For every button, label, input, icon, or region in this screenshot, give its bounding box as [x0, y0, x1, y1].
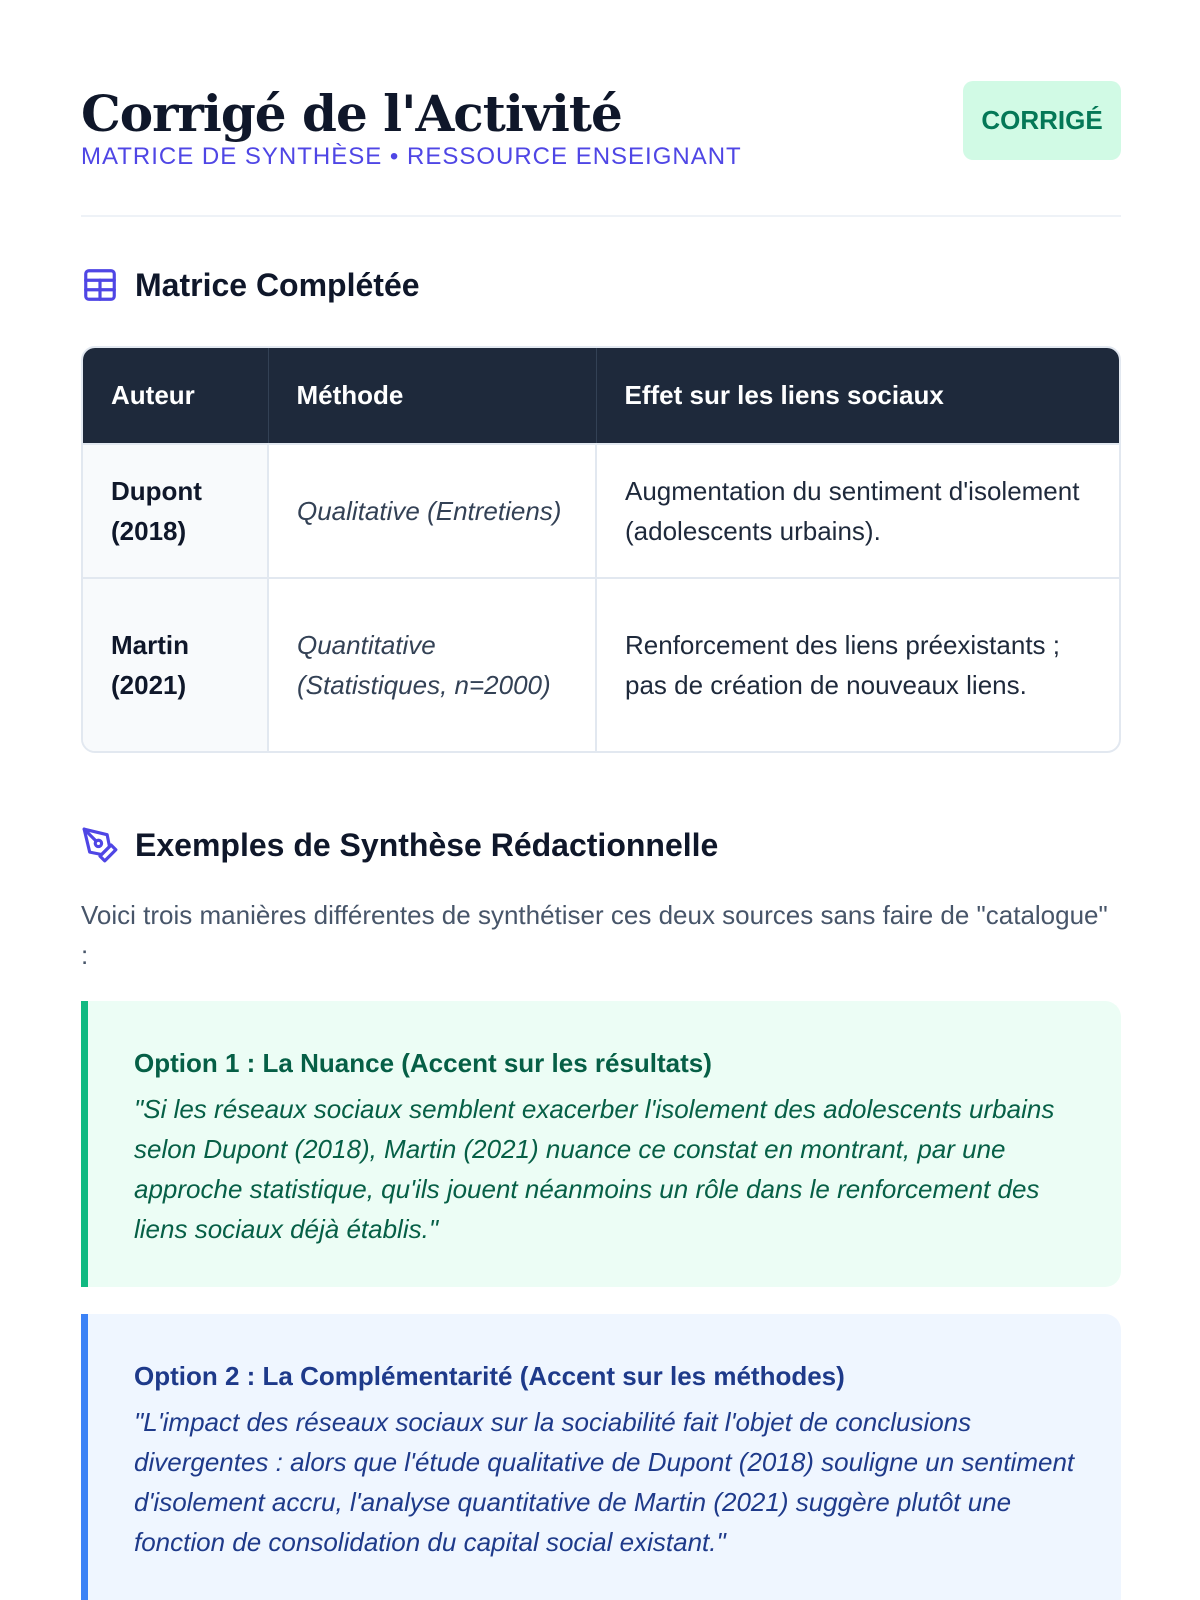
column-header-effect: Effet sur les liens sociaux — [596, 348, 1119, 444]
matrix-table — [81, 346, 1121, 753]
page-title: Corrigé de l'Activité — [81, 84, 622, 143]
column-header-method: Méthode — [268, 348, 596, 444]
cell-method: Quantitative (Statistiques, n=2000) — [268, 578, 596, 751]
table-row — [83, 578, 1119, 751]
cell-author: Martin (2021) — [83, 578, 268, 751]
option-title: Option 2 : La Complémentarité (Accent sur les méthodes) — [134, 1361, 845, 1391]
cell-author: Dupont (2018) — [83, 444, 268, 578]
cell-effect: Augmentation du sentiment d'isolement (adolescents urbains). — [596, 444, 1119, 578]
table-row — [83, 444, 1119, 578]
cell-method: Qualitative (Entretiens) — [268, 444, 596, 578]
synthesis-heading: Exemples de Synthèse Rédactionnelle — [135, 826, 719, 863]
matrix-section-header — [81, 266, 420, 304]
pen-tool-icon — [81, 826, 119, 864]
option-text: "L'impact des réseaux sociaux sur la sociabilité fait l'objet de conclusions divergentes : alors que l'étude qualitative de Dupont (2018) souligne un sentiment d'isolement accru, l'analyse quantitative de Martin (2021) suggère plutôt une fonction de consolidation du capital social existant." — [134, 1407, 1075, 1557]
matrix-heading: Matrice Complétée — [135, 266, 420, 303]
column-header-author: Auteur — [83, 348, 268, 444]
option-title: Option 1 : La Nuance (Accent sur les résultats) — [134, 1048, 712, 1078]
table-header-row — [83, 348, 1119, 444]
status-badge: CORRIGÉ — [963, 81, 1121, 160]
cell-effect: Renforcement des liens préexistants ; pas de création de nouveaux liens. — [596, 578, 1119, 751]
header — [81, 0, 1121, 217]
option-card-2 — [81, 1314, 1121, 1600]
page — [81, 0, 1121, 1557]
table-icon — [81, 266, 119, 304]
option-card-1 — [81, 1001, 1121, 1287]
option-text: "Si les réseaux sociaux semblent exacerber l'isolement des adolescents urbains selon Dupont (2018), Martin (2021) nuance ce constat en montrant, par une approche statistique, qu'ils jouent néanmoins un rôle dans le renforcement des liens sociaux déjà établis." — [134, 1094, 1055, 1244]
synthesis-section-header — [81, 826, 718, 864]
page-subtitle: MATRICE DE SYNTHÈSE • RESSOURCE ENSEIGNANT — [81, 143, 742, 170]
synthesis-intro: Voici trois manières différentes de synthétiser ces deux sources sans faire de "catalogue" : — [81, 900, 1108, 970]
